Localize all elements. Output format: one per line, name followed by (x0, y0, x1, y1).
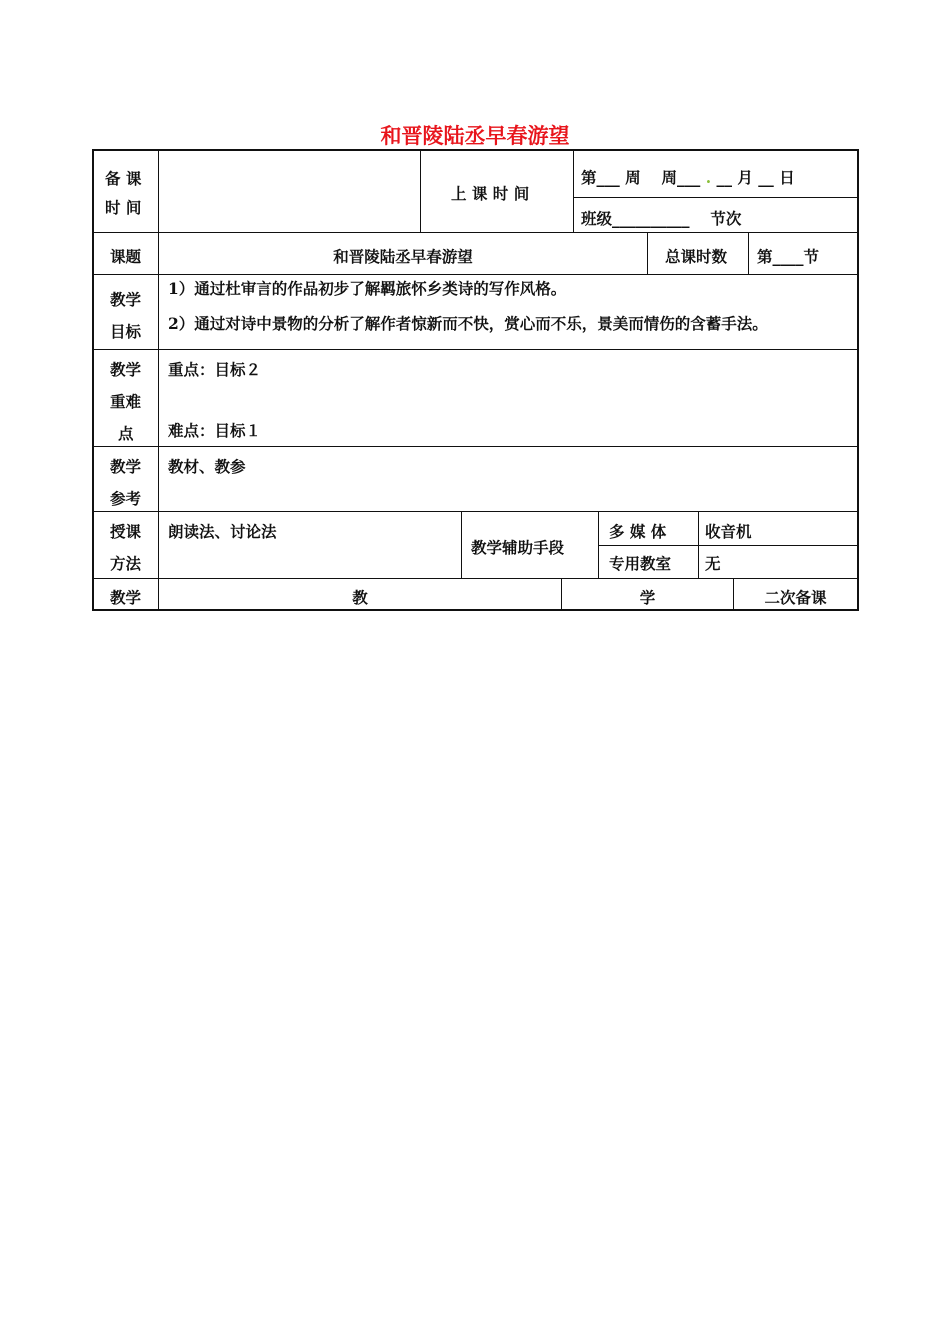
date-text: __ 月 __ 日 (716, 168, 795, 187)
col-divider (598, 511, 599, 578)
teaching-aids-label: 教学辅助手段 (471, 538, 565, 557)
section-number: 第____节 (757, 247, 820, 266)
row-divider (93, 349, 858, 350)
col-divider (158, 150, 159, 610)
row-divider (598, 545, 858, 546)
row-divider (93, 274, 858, 275)
objectives-label: 目标 (110, 322, 142, 341)
row-divider (93, 446, 858, 447)
col-divider (461, 511, 462, 578)
learn-column-header: 学 (639, 588, 656, 607)
week-text: 第___ 周 周___ (581, 168, 701, 187)
total-hours-label: 总课时数 (665, 247, 728, 266)
col-divider (647, 232, 648, 274)
table-border-right (857, 149, 859, 611)
difficult-point: 难点：目标１ (168, 421, 262, 440)
col-divider (698, 511, 699, 578)
table-border-top (92, 149, 859, 151)
col-divider (748, 232, 749, 274)
objective-item: 2）通过对诗中景物的分析了解作者惊新而不快，赏心而不乐，景美而情伤的含蓄手法。 (168, 314, 768, 333)
key-points-label: 教学 (110, 360, 142, 379)
document-title: 和晋陵陆丞早春游望 (380, 123, 570, 148)
key-point: 重点：目标２ (168, 360, 262, 379)
class-time-label: 上 课 时 间 (451, 184, 530, 203)
method-value: 朗读法、讨论法 (168, 522, 277, 541)
prep-time-label: 时 间 (105, 198, 142, 217)
reference-label: 教学 (110, 457, 142, 476)
table-border-left (92, 149, 94, 611)
objectives-label: 教学 (110, 290, 142, 309)
row-divider (573, 197, 858, 198)
reference-label: 参考 (110, 489, 142, 508)
week-date-line (581, 170, 795, 186)
class-section-line: 班级__________ 节次 (581, 209, 742, 228)
method-label: 方法 (110, 554, 142, 573)
row-divider (93, 232, 858, 233)
prep-time-label: 备 课 (105, 169, 142, 188)
process-label: 教学 (110, 588, 142, 607)
teach-column-header: 教 (352, 588, 368, 607)
second-prep-column-header: 二次备课 (764, 588, 827, 607)
row-divider (93, 511, 858, 512)
col-divider (573, 150, 574, 232)
week-dot: . (705, 168, 712, 187)
col-divider (420, 150, 421, 232)
multimedia-label: 多 媒 体 (609, 522, 667, 541)
topic-label: 课题 (110, 247, 142, 266)
key-points-label: 点 (118, 424, 134, 443)
key-points-label: 重难 (110, 392, 142, 411)
objective-item: 1）通过杜审言的作品初步了解羁旅怀乡类诗的写作风格。 (168, 279, 567, 298)
reference-value: 教材、教参 (168, 457, 246, 476)
special-room-label: 专用教室 (609, 554, 672, 573)
special-room-value: 无 (705, 554, 721, 573)
row-divider (93, 578, 858, 579)
method-label: 授课 (110, 522, 142, 541)
multimedia-value: 收音机 (705, 522, 752, 541)
topic-value: 和晋陵陆丞早春游望 (333, 247, 473, 266)
table-border-bottom (92, 609, 859, 611)
